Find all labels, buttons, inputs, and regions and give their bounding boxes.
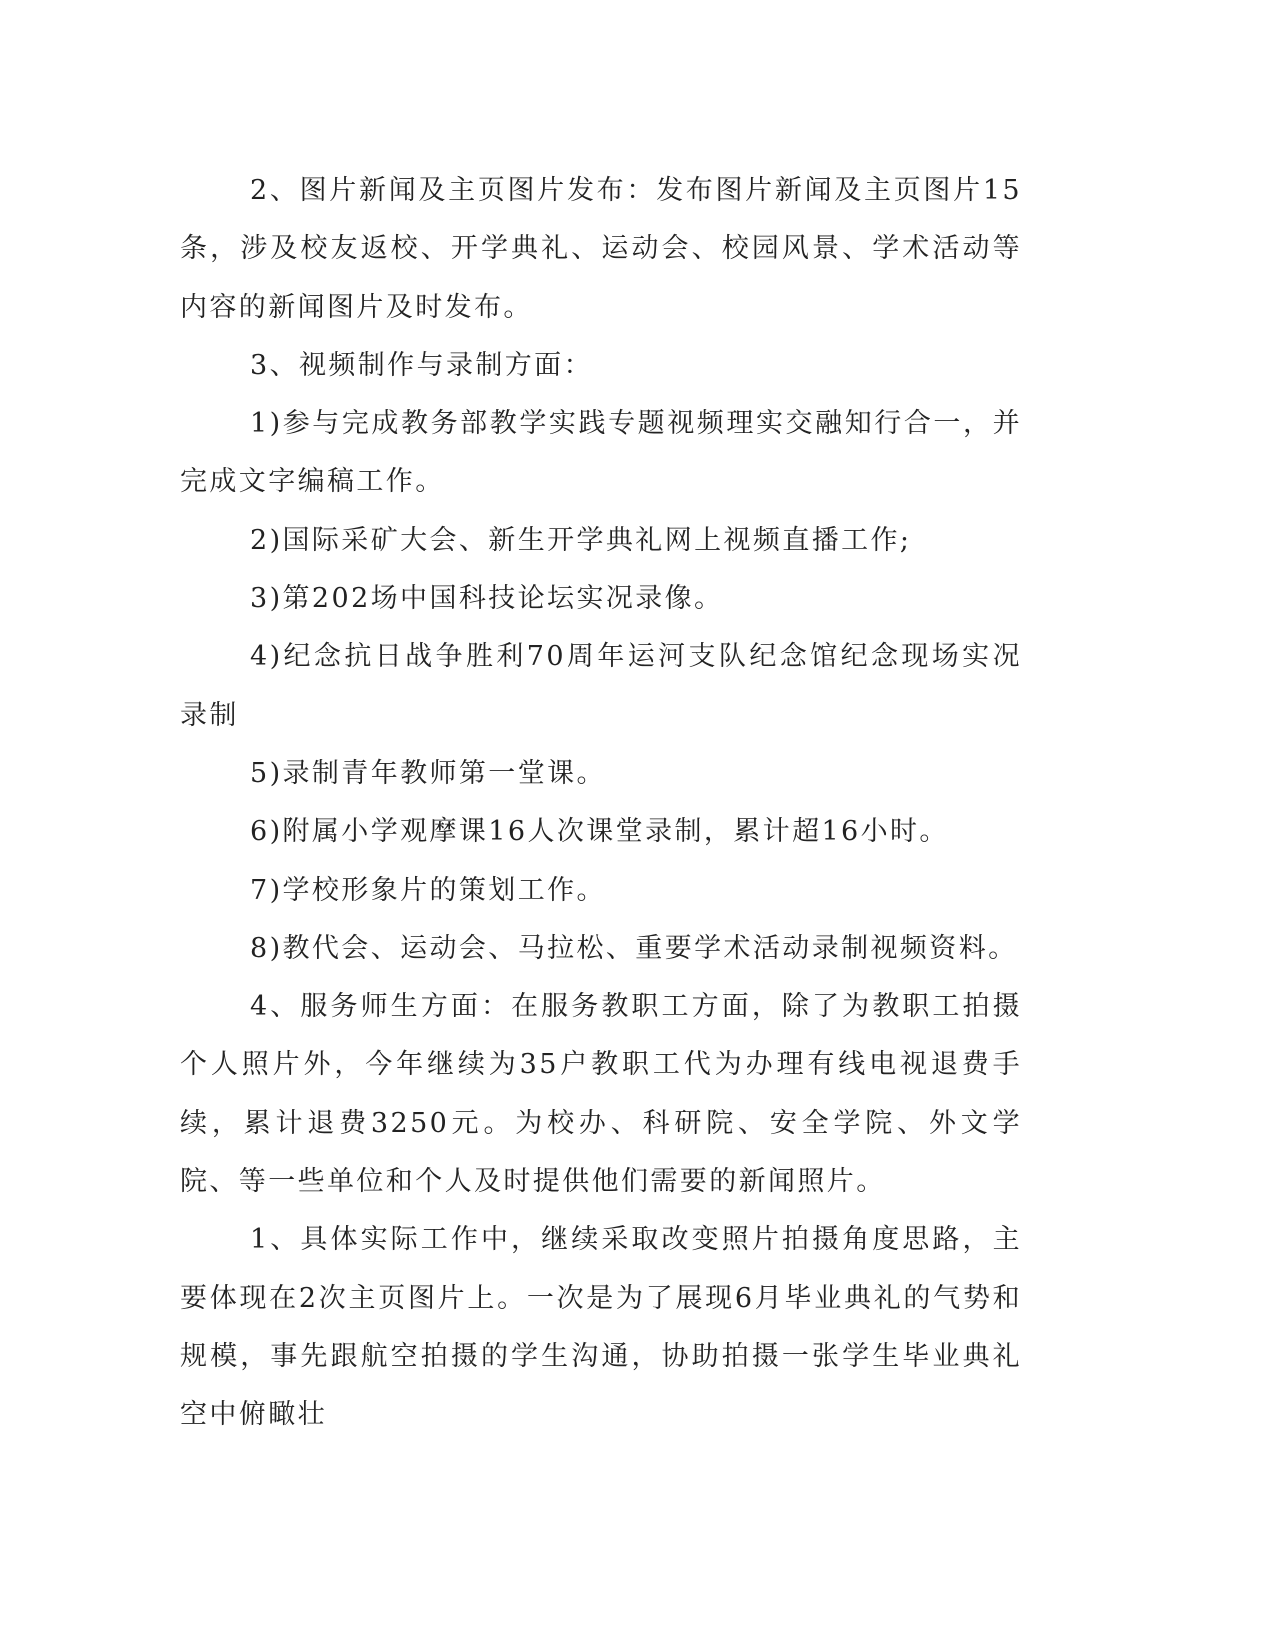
paragraph-video-item-3: 3)第202场中国科技论坛实况录像。 <box>250 583 724 615</box>
paragraph-video-item-6: 6)附属小学观摩课16人次课堂录制，累计超16小时。 <box>250 816 949 848</box>
paragraph-video-item-5: 5)录制青年教师第一堂课。 <box>250 757 606 789</box>
paragraph-service: 4、服务师生方面：在服务教职工方面，除了为教职工拍摄个人照片外，今年继续为35户教职工代为办理有线电视退费手续，累计退费3250元。为校办、科研院、安全学院、外文学院、等一些单位和个人及时提供他们需要的新闻照片。 <box>180 991 1022 1198</box>
paragraph-video-heading: 3、视频制作与录制方面： <box>250 349 593 381</box>
paragraph-video-item-8: 8)教代会、运动会、马拉松、重要学术活动录制视频资料。 <box>250 932 1018 964</box>
paragraph-video-item-7: 7)学校形象片的策划工作。 <box>250 874 606 906</box>
paragraph-video-item-1: 1)参与完成教务部教学实践专题视频理实交融知行合一，并完成文字编稿工作。 <box>180 408 1022 498</box>
paragraph-video-item-2: 2)国际采矿大会、新生开学典礼网上视频直播工作; <box>250 524 912 556</box>
paragraph-video-item-4: 4)纪念抗日战争胜利70周年运河支队纪念馆纪念现场实况录制 <box>180 641 1022 731</box>
document-body <box>180 162 1022 1445</box>
paragraph-practical-work: 1、具体实际工作中，继续采取改变照片拍摄角度思路，主要体现在2次主页图片上。一次是为了展现6月毕业典礼的气势和规模，事先跟航空拍摄的学生沟通，协助拍摄一张学生毕业典礼空中俯瞰壮 <box>180 1224 1022 1431</box>
paragraph-picture-news: 2、图片新闻及主页图片发布：发布图片新闻及主页图片15条，涉及校友返校、开学典礼、运动会、校园风景、学术活动等内容的新闻图片及时发布。 <box>180 175 1022 323</box>
